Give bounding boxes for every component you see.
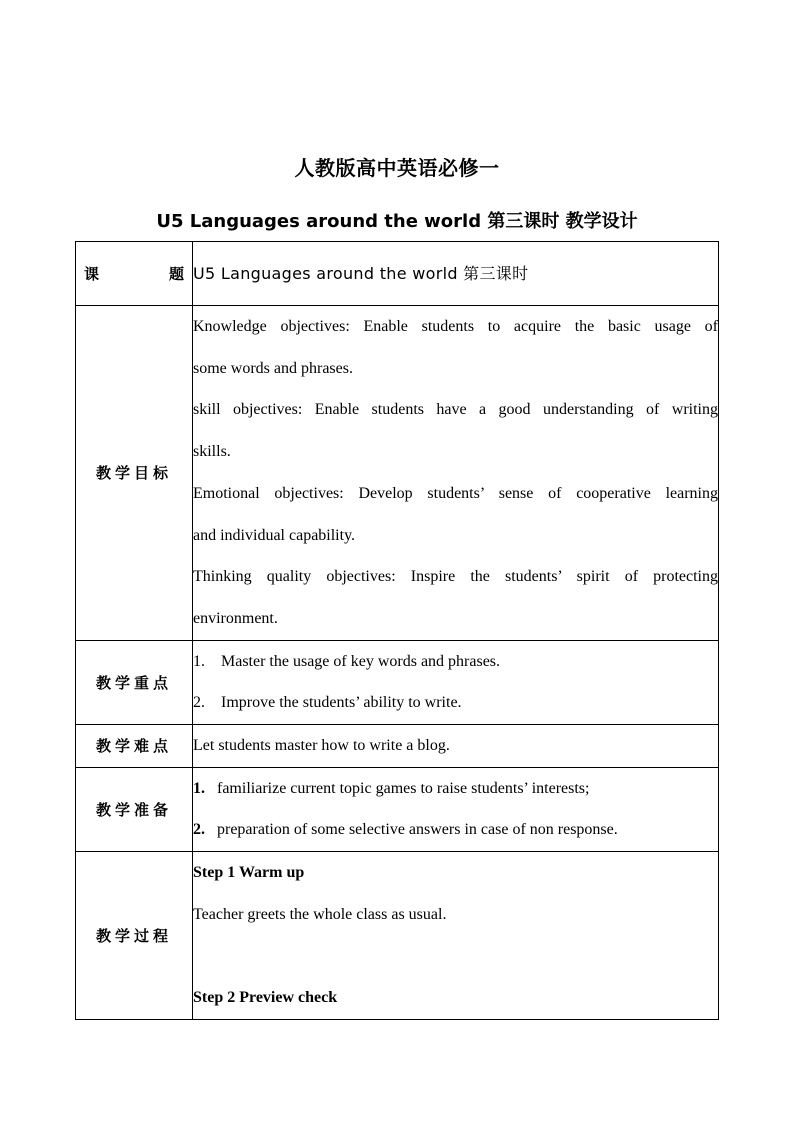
- row-objectives: [76, 306, 719, 641]
- row-topic: [76, 242, 719, 306]
- process-content: [193, 852, 719, 1020]
- topic-value: U5 Languages around the world 第三课时: [193, 242, 719, 306]
- list-item: 2. Improve the students’ ability to write.: [193, 694, 462, 712]
- step-heading: Step 1 Warm up: [193, 864, 305, 882]
- objectives-content: [193, 306, 719, 641]
- key-points-content: [193, 640, 719, 724]
- row-key-points: [76, 640, 719, 724]
- label-preparation: 教学准备: [76, 767, 193, 851]
- label-objectives: 教学目标: [76, 306, 193, 641]
- lesson-plan-table: [75, 241, 719, 1020]
- row-process: [76, 852, 719, 1020]
- objective-line: Emotional objectives: Develop students’ sense of cooperative learning: [193, 484, 718, 502]
- row-preparation: [76, 767, 719, 851]
- label-key-points: 教学重点: [76, 640, 193, 724]
- difficulties-content: Let students master how to write a blog.: [193, 725, 719, 768]
- objective-line: and individual capability.: [193, 526, 356, 544]
- row-difficulties: [76, 725, 719, 768]
- objective-line: some words and phrases.: [193, 359, 353, 377]
- step-heading: Step 2 Preview check: [193, 989, 338, 1007]
- label-process: 教学过程: [76, 852, 193, 1020]
- objective-line: Knowledge objectives: Enable students to acquire the basic usage of: [193, 318, 718, 335]
- objective-line: Thinking quality objectives: Inspire the students’ spirit of protecting: [193, 568, 718, 586]
- label-difficulties: 教学难点: [76, 725, 193, 768]
- list-item: 1. Master the usage of key words and phrases.: [193, 652, 501, 670]
- document-subtitle: U5 Languages around the world 第三课时 教学设计: [156, 211, 638, 232]
- list-item: 2. preparation of some selective answers in case of non response.: [193, 821, 618, 839]
- list-item: 1. familiarize current topic games to raise students’ interests;: [193, 779, 590, 797]
- preparation-content: [193, 767, 719, 851]
- objective-line: skill objectives: Enable students have a good understanding of writing: [193, 401, 718, 419]
- objective-line: environment.: [193, 609, 278, 627]
- document-title: 人教版高中英语必修一: [294, 156, 500, 180]
- label-topic: 课 题: [76, 242, 193, 306]
- objective-line: skills.: [193, 443, 231, 461]
- blank-line: [193, 936, 718, 978]
- step-text: Teacher greets the whole class as usual.: [193, 905, 447, 923]
